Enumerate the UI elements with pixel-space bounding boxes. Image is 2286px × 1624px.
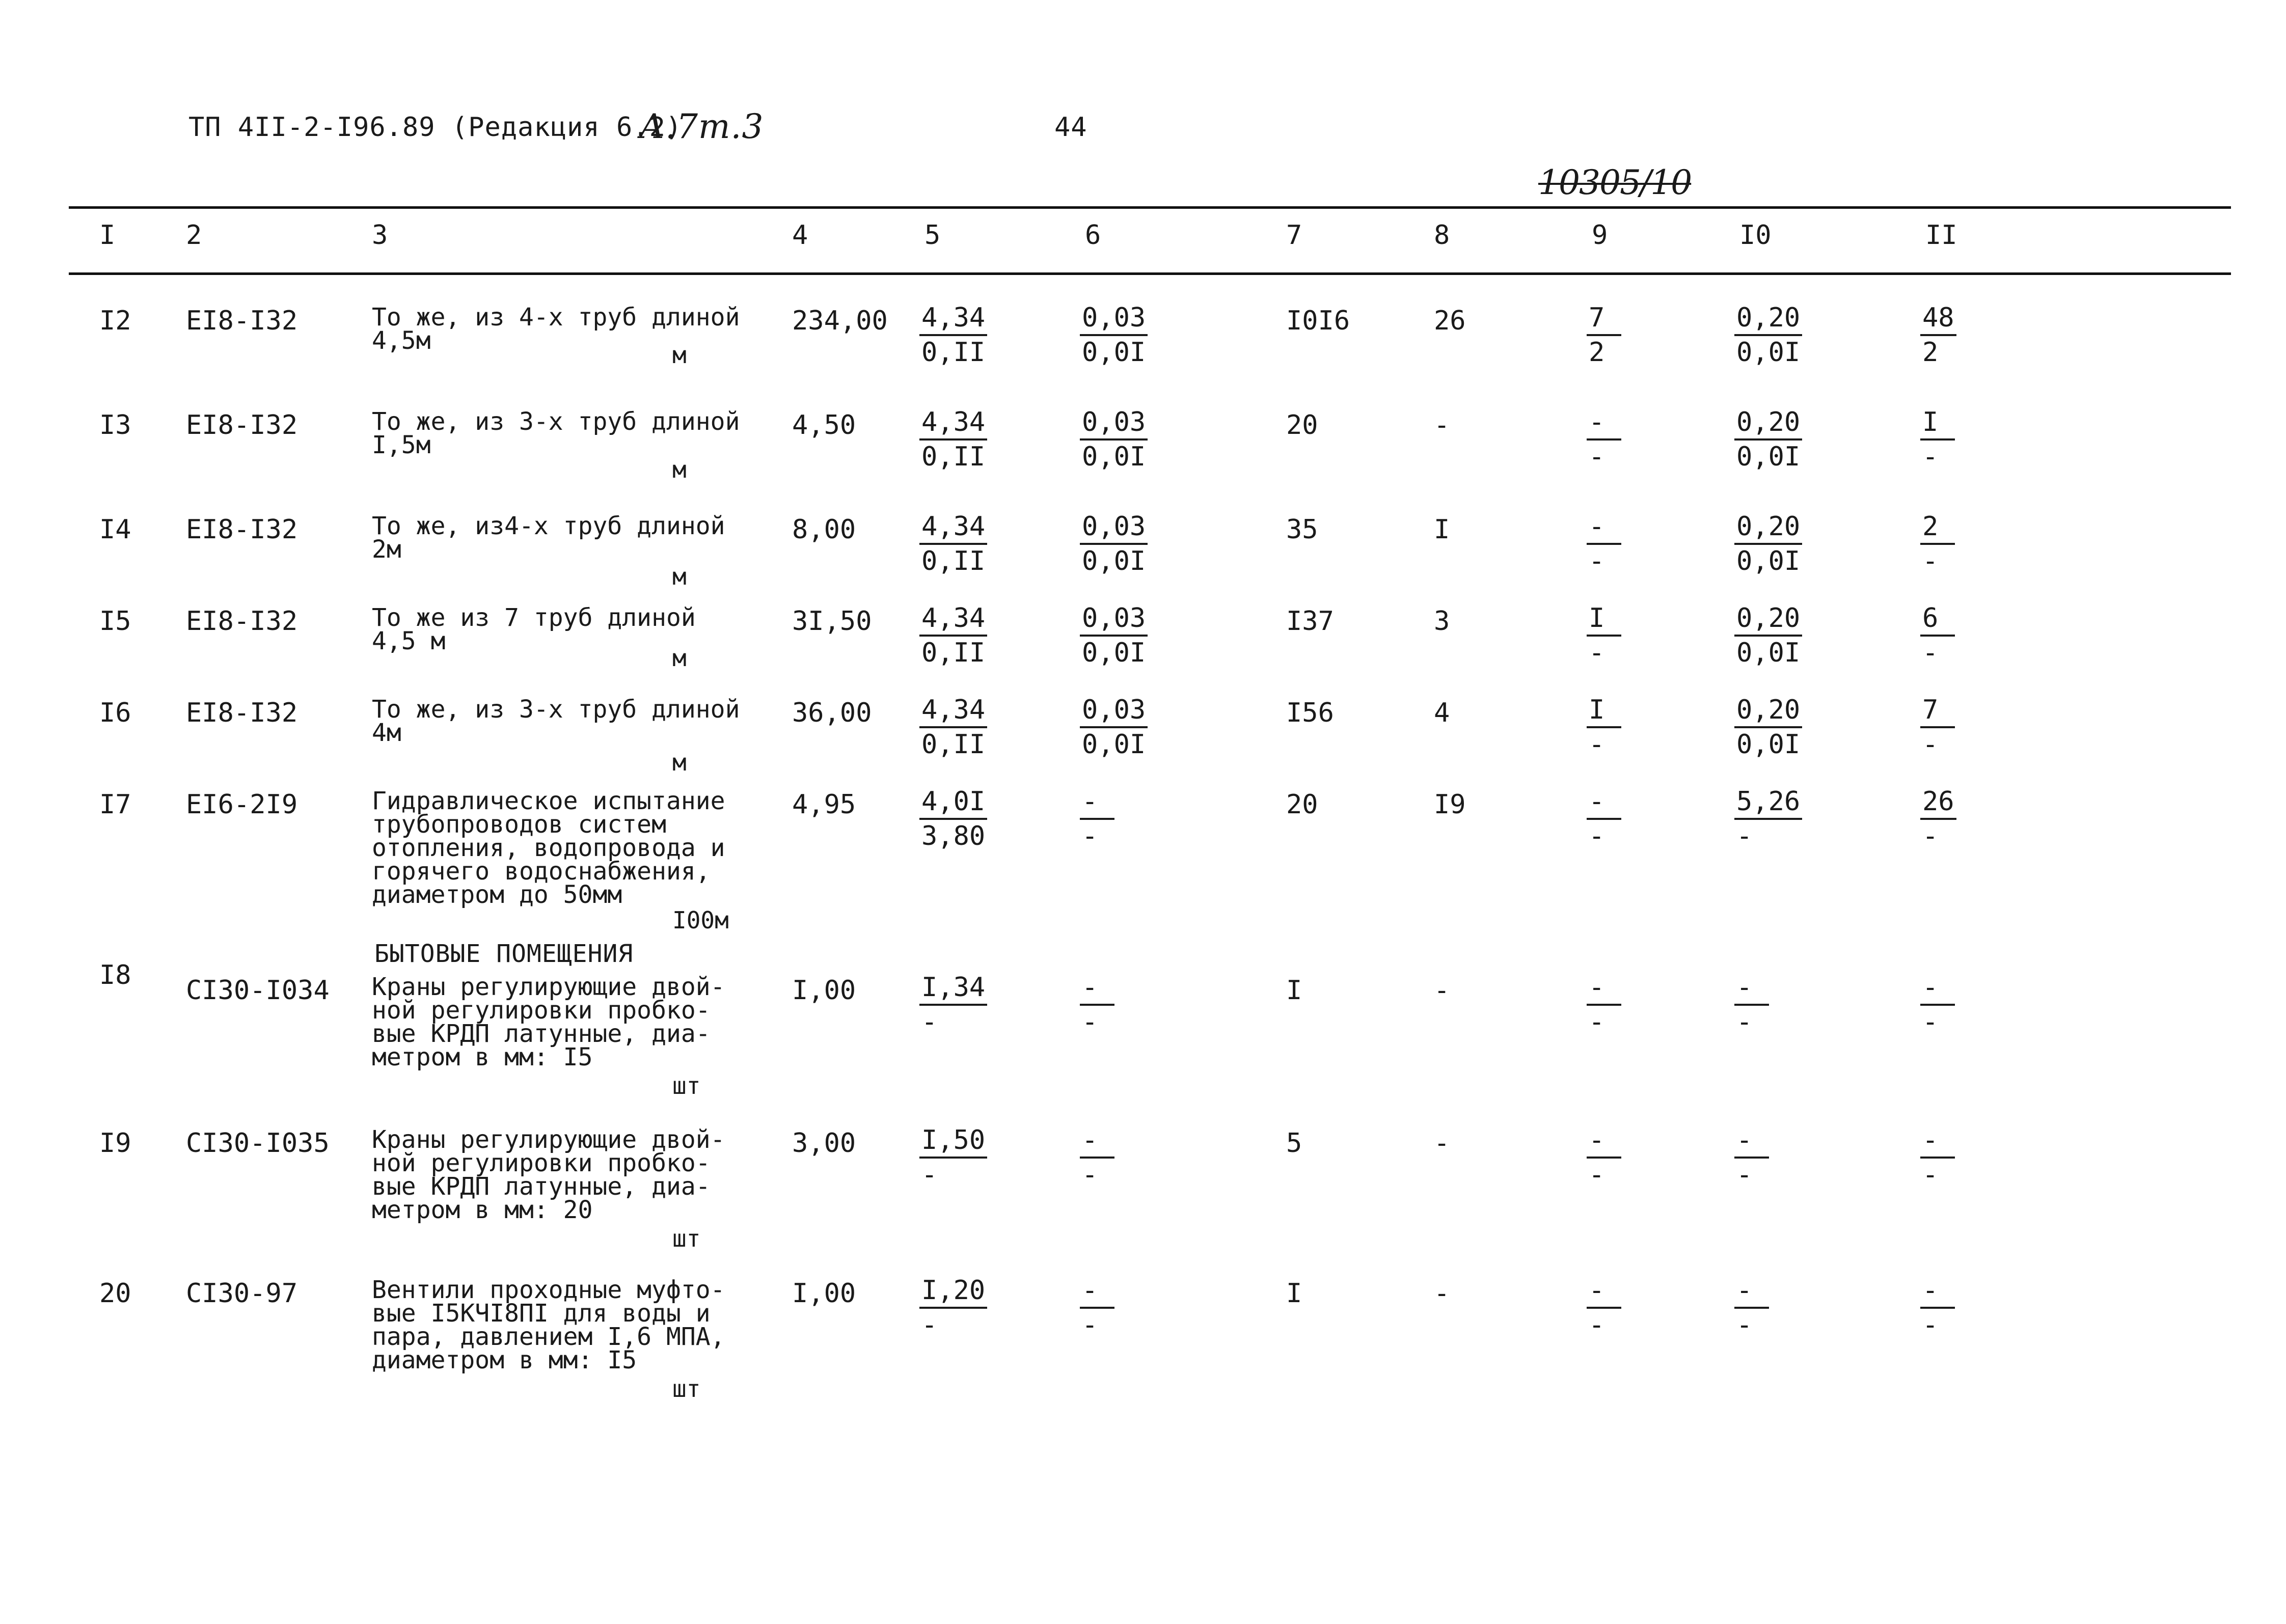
col6-fraction bbox=[1080, 301, 1148, 369]
row-description: То же, из 3-х труб длиной I,5м bbox=[372, 407, 740, 459]
col10-fraction-denominator: 0,0I bbox=[1736, 337, 1801, 368]
col11-fraction-numerator: 6 bbox=[1920, 602, 1955, 637]
column-number: 7 bbox=[1286, 220, 1302, 251]
col10-fraction-denominator: 0,0I bbox=[1736, 546, 1801, 576]
col6-fraction-numerator: - bbox=[1080, 1274, 1114, 1309]
col5-fraction-denominator: 0,II bbox=[921, 337, 986, 368]
col5-fraction bbox=[919, 510, 987, 577]
col9-fraction bbox=[1587, 602, 1621, 669]
table-top-rule bbox=[69, 206, 2231, 209]
col8-value: I9 bbox=[1434, 789, 1466, 820]
row-number: I2 bbox=[99, 306, 131, 336]
col10-fraction-numerator: 5,26 bbox=[1734, 785, 1802, 820]
col6-fraction-denominator: - bbox=[1082, 1310, 1098, 1340]
row-number: I4 bbox=[99, 514, 131, 545]
col8-value: 3 bbox=[1434, 606, 1450, 637]
col9-fraction bbox=[1587, 971, 1621, 1038]
row-quantity: 8,00 bbox=[792, 514, 856, 545]
col11-fraction-numerator: 7 bbox=[1920, 694, 1955, 728]
col5-fraction-numerator: 4,34 bbox=[919, 510, 987, 545]
col11-fraction-denominator: - bbox=[1922, 1160, 1939, 1190]
col10-fraction-denominator: 0,0I bbox=[1736, 442, 1801, 472]
col9-fraction-denominator: - bbox=[1589, 1007, 1605, 1037]
col9-fraction-denominator: - bbox=[1589, 638, 1605, 668]
col6-fraction-denominator: 0,0I bbox=[1082, 729, 1146, 760]
col10-fraction-numerator: - bbox=[1734, 971, 1769, 1006]
row-unit: I00м bbox=[672, 906, 729, 934]
col6-fraction bbox=[1080, 1274, 1114, 1341]
row-code: EI8-I32 bbox=[186, 410, 298, 441]
col8-value: - bbox=[1434, 975, 1450, 1006]
col9-fraction-numerator: I bbox=[1587, 694, 1621, 728]
column-number: 6 bbox=[1085, 220, 1101, 251]
col8-value: - bbox=[1434, 1278, 1450, 1309]
col11-fraction-numerator: - bbox=[1920, 1124, 1955, 1159]
row-code: CI30-97 bbox=[186, 1278, 298, 1309]
section-title: БЫТОВЫЕ ПОМЕЩЕНИЯ bbox=[374, 940, 634, 968]
row-description: То же, из 4-х труб длиной 4,5м bbox=[372, 303, 740, 355]
col9-fraction-denominator: - bbox=[1589, 546, 1605, 576]
col11-fraction-denominator: - bbox=[1922, 638, 1939, 668]
document-code: ТП 4II-2-I96.89 (Редакция 6.2) bbox=[188, 112, 683, 143]
col5-fraction bbox=[919, 602, 987, 669]
col9-fraction-numerator: 7 bbox=[1587, 301, 1621, 336]
col10-fraction bbox=[1734, 694, 1802, 761]
archive-number bbox=[1538, 163, 1691, 202]
row-unit: шт bbox=[672, 1225, 701, 1252]
col9-fraction-denominator: - bbox=[1589, 1160, 1605, 1190]
row-code: EI8-I32 bbox=[186, 698, 298, 728]
col5-fraction-denominator: 3,80 bbox=[921, 821, 986, 851]
col6-fraction-numerator: 0,03 bbox=[1080, 694, 1148, 728]
table-header-rule bbox=[69, 272, 2231, 275]
row-unit: м bbox=[672, 563, 687, 590]
row-code: EI8-I32 bbox=[186, 306, 298, 336]
col9-fraction-numerator: I bbox=[1587, 602, 1621, 637]
col6-fraction-numerator: 0,03 bbox=[1080, 510, 1148, 545]
col5-fraction-numerator: 4,34 bbox=[919, 694, 987, 728]
column-number: 4 bbox=[792, 220, 808, 251]
col7-value: 20 bbox=[1286, 410, 1318, 441]
col11-fraction-numerator: 26 bbox=[1920, 785, 1956, 820]
col11-fraction-numerator: - bbox=[1920, 971, 1955, 1006]
col7-value: I0I6 bbox=[1286, 306, 1350, 336]
col5-fraction-denominator: 0,II bbox=[921, 546, 986, 576]
col10-fraction bbox=[1734, 301, 1802, 369]
col10-fraction bbox=[1734, 602, 1802, 669]
column-number: 2 bbox=[186, 220, 202, 251]
col9-fraction bbox=[1587, 1124, 1621, 1191]
col10-fraction-denominator: - bbox=[1736, 821, 1753, 851]
col10-fraction-numerator: 0,20 bbox=[1734, 510, 1802, 545]
column-number: I0 bbox=[1739, 220, 1772, 251]
col10-fraction-numerator: 0,20 bbox=[1734, 406, 1802, 441]
col7-value: 5 bbox=[1286, 1128, 1302, 1159]
col9-fraction-numerator: - bbox=[1587, 406, 1621, 441]
col5-fraction-denominator: 0,II bbox=[921, 729, 986, 760]
col10-fraction bbox=[1734, 1274, 1769, 1341]
col9-fraction bbox=[1587, 1274, 1621, 1341]
col11-fraction bbox=[1920, 602, 1955, 669]
col10-fraction-numerator: 0,20 bbox=[1734, 301, 1802, 336]
col5-fraction bbox=[919, 301, 987, 369]
column-number: 8 bbox=[1434, 220, 1450, 251]
col9-fraction-denominator: - bbox=[1589, 442, 1605, 472]
col7-value: 35 bbox=[1286, 514, 1318, 545]
col9-fraction-denominator: - bbox=[1589, 821, 1605, 851]
archive-number-text: 10305/10 bbox=[1538, 163, 1692, 202]
col10-fraction-denominator: - bbox=[1736, 1007, 1753, 1037]
col11-fraction-numerator: 2 bbox=[1920, 510, 1955, 545]
col5-fraction bbox=[919, 694, 987, 761]
col10-fraction bbox=[1734, 971, 1769, 1038]
col6-fraction bbox=[1080, 406, 1148, 473]
col5-fraction-denominator: 0,II bbox=[921, 442, 986, 472]
column-number: 9 bbox=[1592, 220, 1608, 251]
col11-fraction bbox=[1920, 301, 1956, 369]
col11-fraction bbox=[1920, 510, 1955, 577]
col11-fraction bbox=[1920, 1124, 1955, 1191]
col9-fraction-numerator: - bbox=[1587, 971, 1621, 1006]
row-quantity: 4,50 bbox=[792, 410, 856, 441]
row-unit: м bbox=[672, 749, 687, 776]
row-quantity: I,00 bbox=[792, 975, 856, 1006]
row-quantity: I,00 bbox=[792, 1278, 856, 1309]
column-number: 5 bbox=[924, 220, 941, 251]
col6-fraction-denominator: - bbox=[1082, 1007, 1098, 1037]
row-quantity: 234,00 bbox=[792, 306, 888, 336]
col9-fraction bbox=[1587, 406, 1621, 473]
col5-fraction-numerator: 4,34 bbox=[919, 301, 987, 336]
row-description: То же, из 3-х труб длиной 4м bbox=[372, 695, 740, 747]
row-code: EI8-I32 bbox=[186, 514, 298, 545]
row-code: EI8-I32 bbox=[186, 606, 298, 637]
row-description: То же, из4-х труб длиной 2м bbox=[372, 512, 725, 564]
col11-fraction bbox=[1920, 971, 1955, 1038]
column-number: II bbox=[1925, 220, 1957, 251]
row-description: Гидравлическое испытание трубопроводов систем отопления, водопровода и горячего водоснабжения, диаметром до 50мм bbox=[372, 787, 725, 909]
col6-fraction bbox=[1080, 785, 1114, 852]
col5-fraction-denominator: - bbox=[921, 1160, 938, 1190]
col11-fraction-numerator: 48 bbox=[1920, 301, 1956, 336]
row-quantity: 36,00 bbox=[792, 698, 872, 728]
col10-fraction-denominator: 0,0I bbox=[1736, 729, 1801, 760]
col5-fraction-numerator: 4,0I bbox=[919, 785, 987, 820]
row-unit: м bbox=[672, 644, 687, 672]
col6-fraction-denominator: 0,0I bbox=[1082, 442, 1146, 472]
row-description: То же из 7 труб длиной 4,5 м bbox=[372, 603, 696, 655]
col9-fraction-denominator: 2 bbox=[1589, 337, 1605, 368]
row-unit: м bbox=[672, 456, 687, 483]
column-number: I bbox=[99, 220, 116, 251]
col6-fraction-numerator: - bbox=[1080, 971, 1114, 1006]
col10-fraction bbox=[1734, 1124, 1769, 1191]
col10-fraction-denominator: - bbox=[1736, 1310, 1753, 1340]
col6-fraction bbox=[1080, 971, 1114, 1038]
col5-fraction bbox=[919, 406, 987, 473]
col10-fraction-numerator: 0,20 bbox=[1734, 602, 1802, 637]
col5-fraction-numerator: 4,34 bbox=[919, 602, 987, 637]
row-number: 20 bbox=[99, 1278, 131, 1309]
col11-fraction-denominator: - bbox=[1922, 546, 1939, 576]
col11-fraction-denominator: - bbox=[1922, 442, 1939, 472]
col9-fraction bbox=[1587, 785, 1621, 852]
col10-fraction-denominator: - bbox=[1736, 1160, 1753, 1190]
col6-fraction-denominator: 0,0I bbox=[1082, 546, 1146, 576]
col5-fraction bbox=[919, 971, 987, 1038]
row-description: Краны регулирующие двой- ной регулировки пробко- вые КРДП латунные, диа- метром в мм: 20 bbox=[372, 1125, 725, 1224]
col11-fraction bbox=[1920, 694, 1955, 761]
col6-fraction-denominator: - bbox=[1082, 821, 1098, 851]
col7-value: I bbox=[1286, 975, 1302, 1006]
row-number: I8 bbox=[99, 960, 131, 990]
col8-value: 4 bbox=[1434, 698, 1450, 728]
col6-fraction bbox=[1080, 694, 1148, 761]
row-number: I9 bbox=[99, 1128, 131, 1159]
col9-fraction-denominator: - bbox=[1589, 1310, 1605, 1340]
col10-fraction-numerator: - bbox=[1734, 1124, 1769, 1159]
column-number: 3 bbox=[372, 220, 388, 251]
col5-fraction-numerator: I,20 bbox=[919, 1274, 987, 1309]
col11-fraction-numerator: I bbox=[1920, 406, 1955, 441]
col5-fraction bbox=[919, 1124, 987, 1191]
col5-fraction-denominator: - bbox=[921, 1310, 938, 1340]
col6-fraction-numerator: 0,03 bbox=[1080, 406, 1148, 441]
col7-value: I37 bbox=[1286, 606, 1334, 637]
row-quantity: 3,00 bbox=[792, 1128, 856, 1159]
col6-fraction bbox=[1080, 510, 1148, 577]
row-number: I3 bbox=[99, 410, 131, 441]
col11-fraction-denominator: - bbox=[1922, 821, 1939, 851]
col9-fraction bbox=[1587, 301, 1621, 369]
col10-fraction-numerator: - bbox=[1734, 1274, 1769, 1309]
col8-value: - bbox=[1434, 410, 1450, 441]
col9-fraction bbox=[1587, 510, 1621, 577]
col9-fraction-numerator: - bbox=[1587, 510, 1621, 545]
col5-fraction-numerator: 4,34 bbox=[919, 406, 987, 441]
col9-fraction bbox=[1587, 694, 1621, 761]
row-unit: шт bbox=[672, 1375, 701, 1402]
row-unit: м bbox=[672, 341, 687, 369]
col11-fraction bbox=[1920, 785, 1956, 852]
col6-fraction-numerator: - bbox=[1080, 785, 1114, 820]
col5-fraction-denominator: - bbox=[921, 1007, 938, 1037]
row-number: I7 bbox=[99, 789, 131, 820]
col5-fraction-numerator: I,34 bbox=[919, 971, 987, 1006]
col11-fraction bbox=[1920, 1274, 1955, 1341]
page-number: 44 bbox=[1054, 112, 1087, 143]
col10-fraction-numerator: 0,20 bbox=[1734, 694, 1802, 728]
col11-fraction-denominator: - bbox=[1922, 1007, 1939, 1037]
col7-value: I56 bbox=[1286, 698, 1334, 728]
col6-fraction-denominator: - bbox=[1082, 1160, 1098, 1190]
row-code: CI30-I035 bbox=[186, 1128, 330, 1159]
col6-fraction-numerator: 0,03 bbox=[1080, 602, 1148, 637]
col6-fraction bbox=[1080, 1124, 1114, 1191]
row-quantity: 3I,50 bbox=[792, 606, 872, 637]
col9-fraction-numerator: - bbox=[1587, 785, 1621, 820]
col11-fraction-denominator: - bbox=[1922, 729, 1939, 760]
col5-fraction bbox=[919, 785, 987, 852]
col9-fraction-numerator: - bbox=[1587, 1124, 1621, 1159]
row-quantity: 4,95 bbox=[792, 789, 856, 820]
col11-fraction-denominator: - bbox=[1922, 1310, 1939, 1340]
col10-fraction bbox=[1734, 406, 1802, 473]
col6-fraction-numerator: 0,03 bbox=[1080, 301, 1148, 336]
row-code: EI6-2I9 bbox=[186, 789, 298, 820]
col10-fraction bbox=[1734, 510, 1802, 577]
col6-fraction-denominator: 0,0I bbox=[1082, 638, 1146, 668]
col5-fraction-denominator: 0,II bbox=[921, 638, 986, 668]
col8-value: - bbox=[1434, 1128, 1450, 1159]
handwritten-reference: А.7т.3 bbox=[639, 107, 764, 146]
col5-fraction bbox=[919, 1274, 987, 1341]
col8-value: I bbox=[1434, 514, 1450, 545]
col9-fraction-numerator: - bbox=[1587, 1274, 1621, 1309]
row-number: I6 bbox=[99, 698, 131, 728]
col9-fraction-denominator: - bbox=[1589, 729, 1605, 760]
col7-value: I bbox=[1286, 1278, 1302, 1309]
col5-fraction-numerator: I,50 bbox=[919, 1124, 987, 1159]
col6-fraction bbox=[1080, 602, 1148, 669]
col11-fraction-numerator: - bbox=[1920, 1274, 1955, 1309]
col11-fraction-denominator: 2 bbox=[1922, 337, 1939, 368]
row-number: I5 bbox=[99, 606, 131, 637]
col7-value: 20 bbox=[1286, 789, 1318, 820]
row-code: CI30-I034 bbox=[186, 975, 330, 1006]
row-unit: шт bbox=[672, 1072, 701, 1099]
row-description: Краны регулирующие двой- ной регулировки пробко- вые КРДП латунные, диа- метром в мм: I5 bbox=[372, 973, 725, 1071]
col11-fraction bbox=[1920, 406, 1955, 473]
col6-fraction-denominator: 0,0I bbox=[1082, 337, 1146, 368]
row-description: Вентили проходные муфто- вые I5КЧI8ПI для воды и пара, давлением I,6 МПА, диаметром в мм: I5 bbox=[372, 1276, 725, 1374]
col10-fraction-denominator: 0,0I bbox=[1736, 638, 1801, 668]
col6-fraction-numerator: - bbox=[1080, 1124, 1114, 1159]
col8-value: 26 bbox=[1434, 306, 1466, 336]
col10-fraction bbox=[1734, 785, 1802, 852]
